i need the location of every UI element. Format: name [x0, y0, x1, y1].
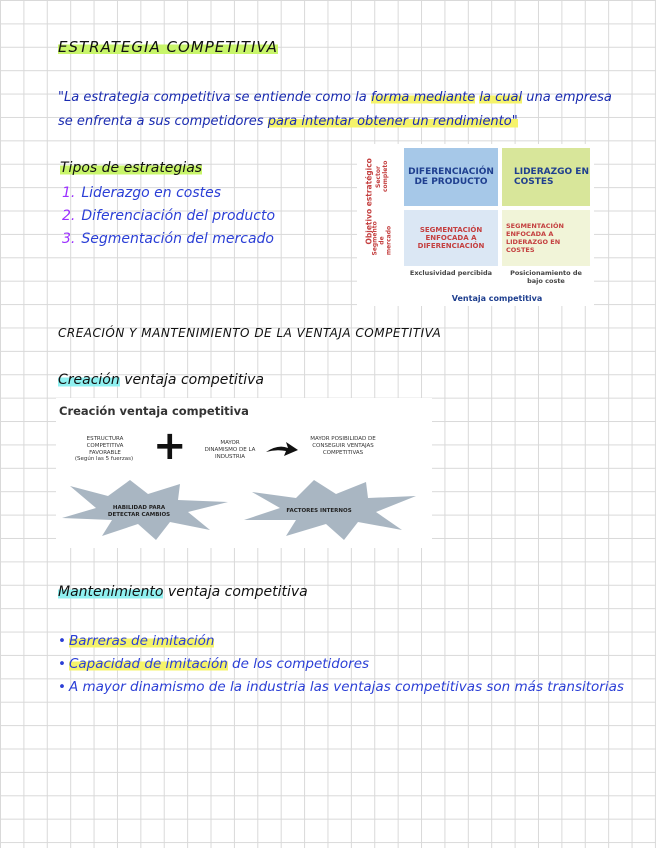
tipos-heading-text: Tipos de estrategias — [60, 160, 203, 176]
list-number: 3. — [62, 231, 76, 247]
matrix-cell-liderazgo: LIDERAZGO EN COSTES — [502, 148, 590, 206]
creacion-heading-highlight: Creación — [58, 372, 120, 388]
matrix-row-segmento: Segmento de mercado — [371, 221, 393, 256]
list-number: 2. — [62, 208, 76, 224]
list-item — [58, 676, 624, 699]
section-title: CREACIÓN Y MANTENIMIENTO DE LA VENTAJA COMPETITIVA — [58, 326, 442, 340]
bullet-icon: • — [58, 656, 66, 672]
list-item — [58, 653, 624, 676]
mantenimiento-heading-highlight: Mantenimiento — [58, 584, 164, 600]
diagram-habilidad: HABILIDAD PARA DETECTAR CAMBIOS — [107, 505, 171, 518]
mantenimiento-heading-rest: ventaja competitiva — [163, 584, 308, 600]
diagram-title: Creación ventaja competitiva — [59, 404, 249, 418]
plus-icon: + — [153, 423, 187, 469]
mantenimiento-list — [58, 630, 624, 699]
creacion-diagram-image — [56, 398, 432, 548]
list-highlight: Barreras de imitación — [68, 633, 215, 649]
quote-highlight: la cual — [479, 90, 523, 105]
list-highlight: Capacidad de imitación — [68, 656, 228, 672]
list-item — [62, 228, 275, 251]
matrix-row-sector: Sector completo — [375, 160, 389, 192]
list-text: Diferenciación del producto — [81, 208, 276, 224]
bullet-icon: • — [58, 633, 66, 649]
creacion-heading-rest: ventaja competitiva — [119, 372, 264, 388]
matrix-col-exclusividad: Exclusividad percibida — [409, 269, 493, 277]
matrix-axis-ventaja: Ventaja competitiva — [451, 294, 543, 303]
bullet-icon: • — [58, 679, 66, 695]
tipos-list — [62, 182, 275, 251]
list-text: Segmentación del mercado — [81, 231, 274, 247]
mantenimiento-heading — [58, 584, 308, 600]
list-item — [62, 205, 275, 228]
matrix-cell-seg-diferenciacion: SEGMENTACIÓN ENFOCADA A DIFERENCIACIÓN — [404, 210, 498, 266]
tipos-heading — [60, 160, 202, 176]
diagram-posibilidad: MAYOR POSIBILIDAD DE CONSEGUIR VENTAJAS COMPETITIVAS — [310, 436, 376, 456]
list-text: A mayor dinamismo de la industria las ventajas competitivas son más transitorias — [68, 679, 624, 695]
quote-part: una empresa se enfrenta a sus competidores — [58, 90, 612, 129]
matrix-col-posicionamiento: Posicionamiento de bajo coste — [510, 269, 582, 285]
quote-highlight: forma mediante — [370, 90, 476, 105]
diagram-segun: (Según las 5 fuerzas) — [74, 456, 134, 462]
matrix-cell-diferenciacion: DIFERENCIACIÓN DE PRODUCTO — [404, 148, 498, 206]
arrow-right-icon — [264, 440, 300, 460]
list-item — [58, 630, 624, 653]
strategy-matrix-image — [357, 144, 594, 306]
list-text: Liderazgo en costes — [81, 185, 222, 201]
quote-part: "La estrategia competitiva se entiende como la — [58, 90, 371, 105]
list-text: de los competidores — [227, 656, 370, 672]
quote-highlight: para intentar obtener un rendimiento" — [267, 114, 518, 129]
creacion-heading — [58, 372, 264, 388]
matrix-axis-objetivo: Objetivo estratégico — [364, 158, 374, 245]
list-number: 1. — [62, 185, 76, 201]
diagram-mayor: MAYOR DINAMISMO DE LA INDUSTRIA — [204, 440, 256, 460]
diagram-estructura: ESTRUCTURA COMPETITIVA FAVORABLE — [86, 436, 124, 456]
definition-quote — [58, 86, 618, 134]
list-item — [62, 182, 275, 205]
title-text: ESTRATEGIA COMPETITIVA — [58, 38, 278, 56]
matrix-cell-seg-liderazgo: SEGMENTACIÓN ENFOCADA A LIDERAZGO EN COSTES — [502, 210, 590, 266]
diagram-factores: FACTORES INTERNOS — [286, 508, 352, 514]
page-title — [58, 38, 278, 56]
